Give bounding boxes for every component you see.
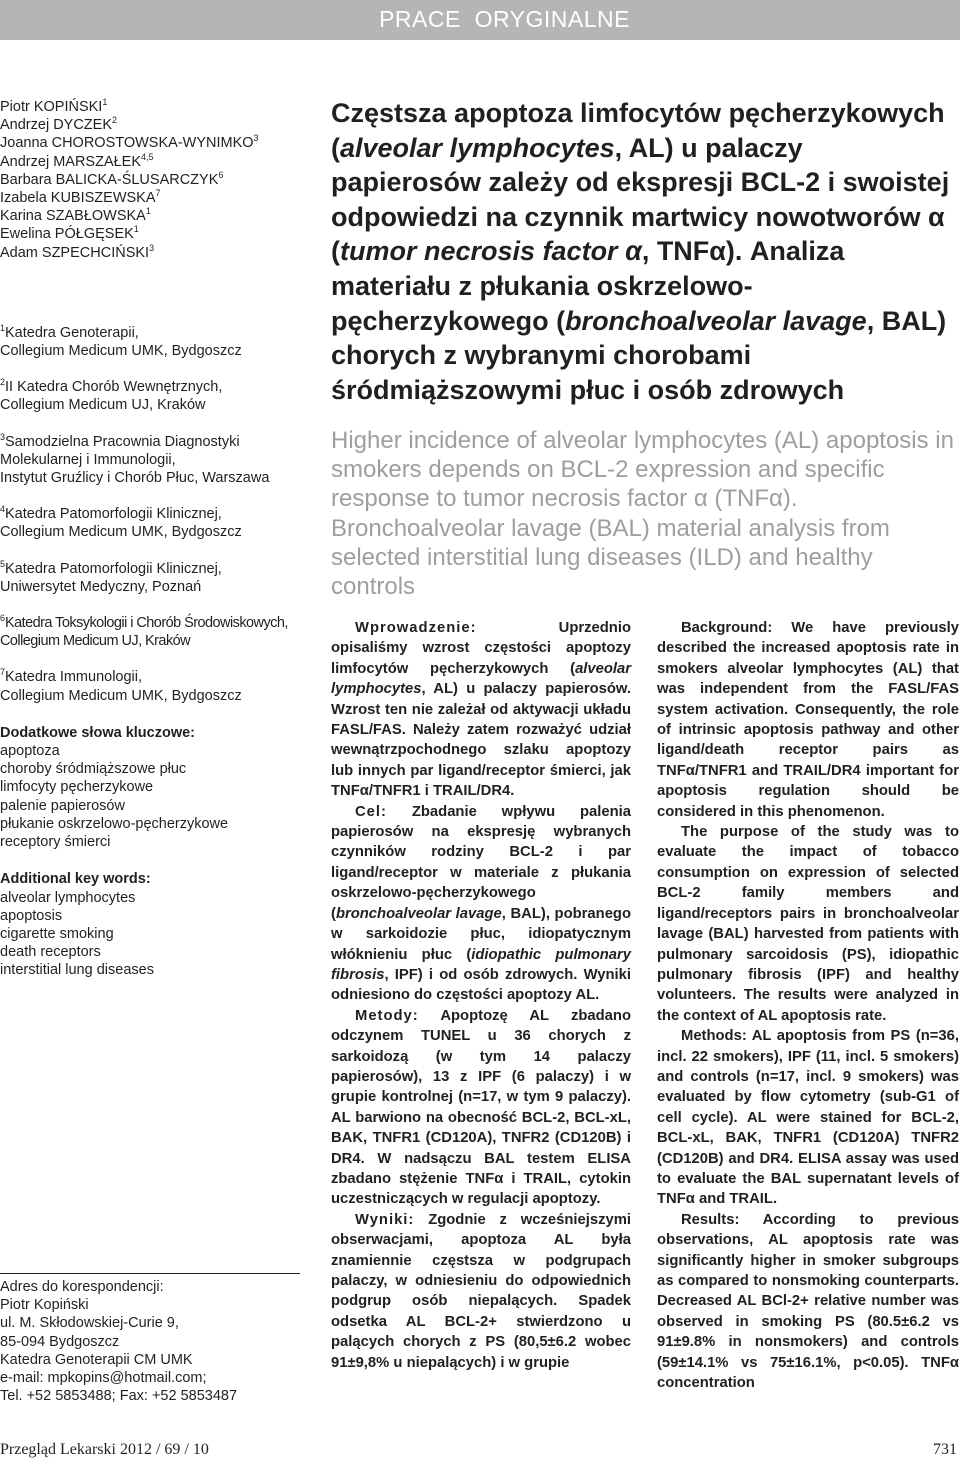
correspondence-heading: Adres do korespondencji: — [0, 1279, 164, 1295]
author: Joanna CHOROSTOWSKA-WYNIMKO$^3$ — [0, 133, 259, 152]
abstract-paragraph: Background: We have previously described the increased apoptosis rate in smokers alveolar lymphocytes (AL) that was independent from the FASL/FAS system activation. Consequently, the role of intrinsic apoptosis pathway and other ligand/death receptor pairs as TNFα/TNFR1 and TRAIL/DR4 important for apoptosis regulation should be considered in this phenomenon. — [657, 620, 959, 820]
page-number: 731 — [933, 1441, 957, 1458]
author: Piotr KOPIŃSKI$^1$ — [0, 97, 108, 115]
keywords-en-title: Additional key words: — [0, 871, 151, 888]
author: Andrzej DYCZEK$^2$ — [0, 115, 118, 134]
author: Andrzej MARSZAŁEK$^{4,5}$ — [0, 151, 154, 170]
section-label: PRACE ORYGINALNE — [379, 6, 630, 32]
author: Barbara BALICKA-ŚLUSARCZYK$^6$ — [0, 169, 224, 188]
abstract-paragraph: Wprowadzenie: Uprzednio opisaliśmy wzrost częstości apoptozy limfocytów pęcherzykowych (alveolar lymphocytes, AL) u palaczy papierosów. Wzrost ten nie zależał od aktywacji układu FASL/FAS. Należy zatem rozważyć udział wewnątrzpochodnego szlaku apoptozy lub innych par ligand/receptor śmierci, jak TNFα/TNFR1 i TRAIL/DR4. — [331, 620, 631, 800]
affiliation: $^1$Katedra Genoterapii, Collegium Medicum UMK, Bydgoszcz — [0, 323, 242, 360]
keyword: death receptors — [0, 944, 101, 961]
author-list — [0, 98, 300, 262]
keyword: apoptosis — [0, 907, 63, 924]
left-column — [0, 98, 300, 980]
keywords-pl — [0, 724, 300, 851]
abstract-paragraph: Methods: AL apoptosis from PS (n=36, incl. 22 smokers), IPF (11, incl. 5 smokers) and controls (n=17, incl. 9 smokers) was evaluated by flow cytometry (sub-G1 of cell cycle). AL were stained for BCL-2, BCL-xL, BAK, TNFR1 (CD120A) TNFR2 (CD120B) and DR4. ELISA assay was used to evaluate the BAL supernatant levels of TNFα and TRAIL. — [657, 1028, 959, 1208]
keyword: interstitial lung diseases — [0, 962, 154, 979]
affiliation: $^7$Katedra Immunologii, Collegium Medicum UMK, Bydgoszcz — [0, 667, 242, 704]
correspondence-line: ul. M. Skłodowskiej-Curie 9, — [0, 1315, 179, 1332]
affiliation: $^6$Katedra Toksykologii i Chorób Środowiskowych, Collegium Medicum UJ, Kraków — [0, 613, 288, 650]
keyword: receptory śmierci — [0, 834, 111, 851]
correspondence-line: Katedra Genoterapii CM UMK — [0, 1351, 193, 1368]
author: Ewelina PÓŁGĘSEK$^1$ — [0, 224, 139, 243]
article-title-pl: Częstsza apoptoza limfocytów pęcherzykowych (alveolar lymphocytes, AL) u palaczy papierosów zależy od ekspresji BCL-2 i swoistej odpowiedzi na czynnik martwicy nowotworów α (tumor necrosis factor α, TNFα). Analiza materiału z płukania oskrzelowo-pęcherzykowego (bronchoalveolar lavage, BAL) chorych z wybranymi chorobami śródmiąższowymi płuc i osób zdrowych — [331, 98, 950, 405]
keywords-en — [0, 870, 300, 979]
keyword: płukanie oskrzelowo-pęcherzykowe — [0, 815, 229, 832]
article-title-en: Higher incidence of alveolar lymphocytes (AL) apoptosis in smokers depends on BCL-2 expression and specific response to tumor necrosis factor α (TNFα). Bronchoalveolar lavage (BAL) material analysis from selected interstitial lung diseases (ILD) and healthy controls — [331, 427, 954, 601]
abstract-en — [657, 618, 959, 1393]
abstract-paragraph: Metody: Apoptozę AL zbadano odczynem TUNEL u 36 chorych z sarkoidozą (w tym 14 palaczy papierosów), 13 z IPF (6 palaczy) i w grupie kontrolnej (n=17, w tym 9 palaczy). AL barwiono na obecność BCL-2, BCL-xL, BAK, TNFR1 (CD120A), TNFR2 (CD120B) i DR4. W nadsączu BAL testem ELISA zbadano stężenie TNFα i TRAIL, cytokin uczestniczących w regulacji apoptozy. — [331, 1007, 631, 1208]
keyword: alveolar lymphocytes — [0, 889, 136, 906]
keyword: limfocyty pęcherzykowe — [0, 779, 154, 796]
keyword: choroby śródmiąższowe płuc — [0, 761, 187, 778]
keywords-pl-title: Dodatkowe słowa kluczowe: — [0, 724, 195, 741]
author: Adam SZPECHCIŃSKI$^3$ — [0, 242, 155, 261]
affiliation: $^4$Katedra Patomorfologii Klinicznej, Collegium Medicum UMK, Bydgoszcz — [0, 504, 242, 541]
abstract-paragraph: Wyniki: Zgodnie z wcześniejszymi obserwacjami, apoptoza AL była znamiennie częstsza w podgrupach palaczy, w odniesieniu do odpowiednich podgrup osób niepalących. Spadek odsetka AL BCL-2+ stwierdzono u palących chorych z PS (80,5±6.2 wobec 91±9,8% u niepalących) i w grupie — [331, 1211, 631, 1371]
keyword: palenie papierosów — [0, 797, 125, 814]
affiliation: $^2$II Katedra Chorób Wewnętrznych, Collegium Medicum UJ, Kraków — [0, 377, 223, 414]
correspondence-email: e-mail: mpkopins@hotmail.com; — [0, 1370, 207, 1387]
section-header-bar — [0, 0, 960, 40]
correspondence-phone: Tel. +52 5853488; Fax: +52 5853487 — [0, 1388, 238, 1405]
abstract-paragraph: Cel: Zbadanie wpływu palenia papierosów na ekspresję wybranych czynników rodziny BCL-2 i par ligand/receptor w materiale z płukania oskrzelowo-pęcherzykowego (bronchoalveolar lavage, BAL), pobranego w sarkoidozie płuc, idiopatycznym włóknieniu płuc (idiopathic pulmonary fibrosis, IPF) i od osób zdrowych. Wyniki odniesiono do częstości apoptozy AL. — [331, 803, 632, 1004]
abstract-paragraph: Results: According to previous observations, AL apoptosis rate was significantly higher in smoker subgroups as compared to nonsmoking counterparts. Decreased AL BCl-2+ relative number was observed in smoking PS (80.5±6.2 vs 91±9.8% in nonsmokers) and controls (59±14.1% vs 75±16.1%, p<0.05). TNFα concentration — [657, 1211, 959, 1392]
keyword: apoptoza — [0, 743, 60, 760]
author: Karina SZABŁOWSKA$^1$ — [0, 206, 151, 225]
author: Izabela KUBISZEWSKA$^7$ — [0, 188, 161, 207]
correspondence-line: Piotr Kopiński — [0, 1297, 89, 1314]
abstract-pl — [331, 618, 631, 1373]
affiliation: $^3$Samodzielna Pracownia Diagnostyki Molekularnej i Immunologii, Instytut Gruźlicy i Chorób Płuc, Warszawa — [0, 431, 270, 487]
abstract-paragraph: The purpose of the study was to evaluate the impact of tobacco consumption on expression of selected BCL-2 family members and ligand/receptors pairs in bronchoalveolar lavage (BAL) harvested from patients with pulmonary sarcoidosis (PS), idiopathic pulmonary fibrosis (IPF) and healthy volunteers. The results were analyzed in the context of AL apoptosis rate. — [657, 824, 959, 1024]
correspondence-block — [0, 1273, 300, 1405]
journal-footer: Przegląd Lekarski 2012 / 69 / 10 — [0, 1441, 209, 1458]
affiliation: $^5$Katedra Patomorfologii Klinicznej, Uniwersytet Medyczny, Poznań — [0, 558, 222, 595]
keyword: cigarette smoking — [0, 925, 114, 942]
correspondence-line: 85-094 Bydgoszcz — [0, 1333, 120, 1350]
